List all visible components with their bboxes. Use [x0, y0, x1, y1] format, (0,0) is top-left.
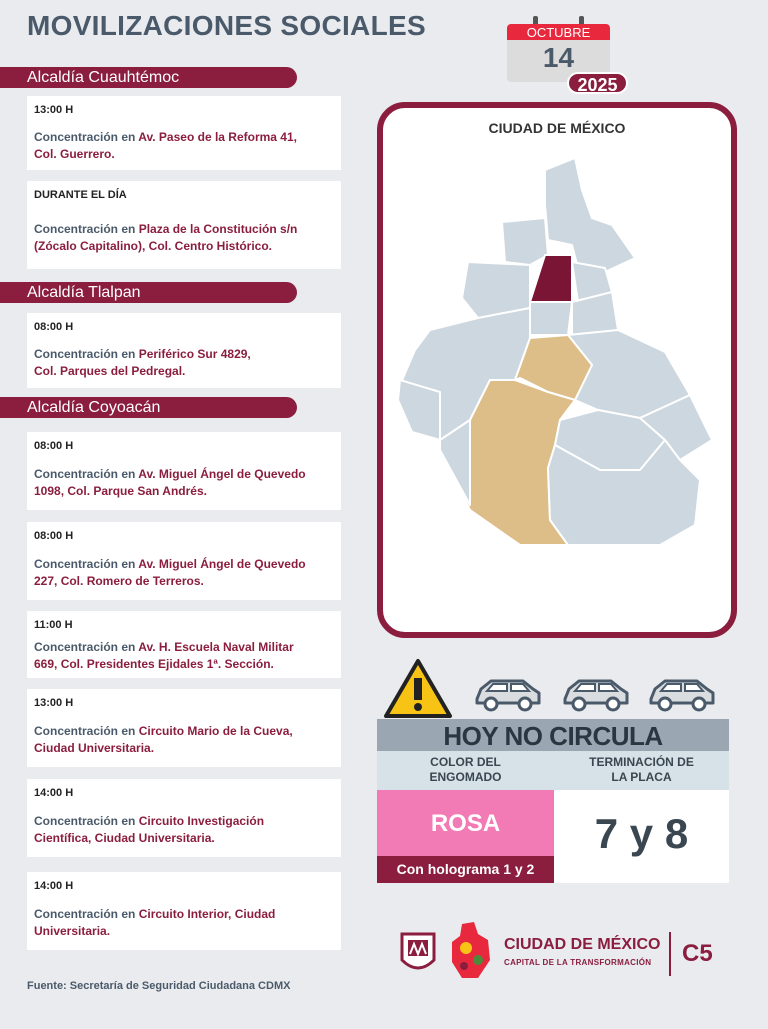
event-time: 13:00 H	[34, 697, 74, 709]
calendar-day: 14	[507, 40, 610, 82]
event-time: 08:00 H	[34, 440, 74, 452]
plate-label: TERMINACIÓN DE LA PLACA	[554, 751, 729, 790]
event-card	[27, 611, 341, 678]
section-header-tlalpan: Alcaldía Tlalpan	[0, 282, 297, 303]
event-time: 14:00 H	[34, 787, 74, 799]
calendar-month: OCTUBRE	[507, 24, 610, 40]
car-icon	[647, 675, 717, 713]
event-card	[27, 779, 341, 857]
source-note: Fuente: Secretaría de Seguridad Ciudadana CDMX	[27, 980, 291, 992]
section-header-cuauhtemoc: Alcaldía Cuauhtémoc	[0, 67, 297, 88]
page-title: MOVILIZACIONES SOCIALES	[27, 10, 426, 41]
sticker-color-value: ROSA	[377, 790, 554, 856]
cdmx-tagline: CAPITAL DE LA TRANSFORMACIÓN	[504, 958, 652, 967]
event-card	[27, 689, 341, 767]
event-time: 13:00 H	[34, 104, 74, 116]
car-icon	[473, 675, 543, 713]
event-card	[27, 313, 341, 388]
hoy-no-circula-title: HOY NO CIRCULA	[377, 719, 729, 751]
cdmx-map	[383, 108, 731, 632]
event-card	[27, 872, 341, 950]
event-description: Concentración en Circuito Investigación Científica, Ciudad Universitaria.	[34, 814, 265, 845]
cdmx-logo-text: CIUDAD DE MÉXICO	[504, 936, 661, 953]
event-card	[27, 181, 341, 269]
event-card	[27, 96, 341, 170]
color-label: COLOR DEL ENGOMADO	[377, 751, 554, 790]
event-description: Concentración en Circuito Interior, Ciudad Universitaria.	[34, 907, 276, 938]
c5-logo: C5	[682, 940, 713, 967]
coat-of-arms-icon	[398, 930, 438, 976]
hologram-note: Con holograma 1 y 2	[377, 856, 554, 883]
event-description: Concentración en Circuito Mario de la Cueva, Ciudad Universitaria.	[34, 724, 293, 755]
calendar-year: 2025	[567, 72, 628, 94]
event-description: Concentración en Av. H. Escuela Naval Militar 669, Col. Presidentes Ejidales 1ª. Sección.	[34, 640, 294, 671]
event-time: 11:00 H	[34, 619, 73, 631]
map-region-azcapotzalco	[502, 218, 548, 265]
event-description: Concentración en Plaza de la Constitución s/n (Zócalo Capitalino), Col. Centro Histórico.	[34, 222, 298, 253]
section-header-coyoacan: Alcaldía Coyoacán	[0, 397, 297, 418]
event-description: Concentración en Periférico Sur 4829, Col. Parques del Pedregal.	[34, 347, 251, 378]
car-icon	[561, 675, 631, 713]
event-description: Concentración en Av. Miguel Ángel de Quevedo 227, Col. Romero de Terreros.	[34, 557, 306, 588]
event-time: 08:00 H	[34, 321, 74, 333]
logo-divider	[669, 932, 671, 976]
event-description: Concentración en Av. Miguel Ángel de Quevedo 1098, Col. Parque San Andrés.	[34, 467, 306, 498]
event-card	[27, 432, 341, 510]
map-region-benito-juarez	[530, 302, 572, 335]
event-time: 14:00 H	[34, 880, 74, 892]
event-time: DURANTE EL DÍA	[34, 189, 127, 201]
event-time: 08:00 H	[34, 530, 74, 542]
event-card	[27, 522, 341, 600]
map-title: CIUDAD DE MÉXICO	[488, 120, 626, 136]
cdmx-heart-logo-icon	[448, 920, 494, 982]
plate-digits-value: 7 y 8	[554, 790, 729, 883]
map-frame	[377, 102, 737, 638]
event-description: Concentración en Av. Paseo de la Reforma 41, Col. Guerrero.	[34, 130, 297, 161]
warning-icon	[383, 658, 453, 720]
